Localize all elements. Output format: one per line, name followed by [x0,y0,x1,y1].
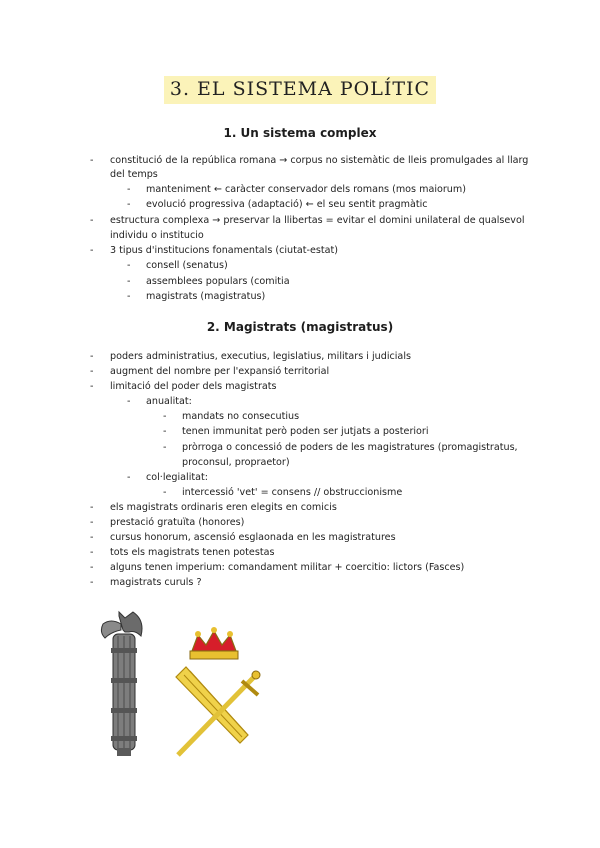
list-item: cursus honorum, ascensió esglaonada en les magistratures [110,532,396,543]
list-item: proconsul, propraetor) [182,457,290,468]
bullet-dash: - [90,562,94,573]
title-wrap [0,76,600,104]
list-item: del temps [110,169,158,180]
bullet-dash: - [127,396,131,407]
bullet-dash: - [127,291,131,302]
list-item: tenen immunitat però poden ser jutjats a posteriori [182,426,429,437]
list-item: 3 tipus d'institucions fonamentals (ciutat-estat) [110,245,339,256]
list-item: prestació gratuïta (honores) [110,517,245,528]
crown-icon [190,627,238,659]
bullet-dash: - [127,472,131,483]
page-title: 3. EL SISTEMA POLÍTIC [164,76,436,104]
list-item: els magistrats ordinaris eren elegits en comicis [110,502,337,513]
bullet-dash: - [163,426,167,437]
fasces-bundle-icon [176,667,248,743]
list-item: limitació del poder dels magistrats [110,381,277,392]
list-item: manteniment ← caràcter conservador dels romans (mos maiorum) [146,184,466,195]
list-item: augment del nombre per l'expansió territorial [110,366,330,377]
bullet-dash: - [90,366,94,377]
list-item: pròrroga o concessió de poders de les magistratures (promagistratus, [182,442,518,453]
list-item: tots els magistrats tenen potestas [110,547,275,558]
bullet-dash: - [127,184,131,195]
list-item: alguns tenen imperium: comandament militar + coercitio: lictors (Fasces) [110,562,465,573]
bullet-dash: - [90,577,94,588]
bullet-dash: - [127,276,131,287]
bullet-dash: - [90,245,94,256]
list-item: col·legialitat: [146,472,209,483]
bullet-dash: - [163,411,167,422]
list-item: consell (senatus) [146,260,228,271]
bullet-dash: - [163,442,167,453]
bullet-dash: - [90,532,94,543]
fasces-image [95,608,155,758]
list-item: magistrats curuls ? [110,577,202,588]
list-item: evolució progressiva (adaptació) ← el seu sentit pragmàtic [146,199,428,210]
section2-heading: 2. Magistrats (magistratus) [206,320,394,334]
bullet-dash: - [90,547,94,558]
bullet-dash: - [90,155,94,166]
section1-heading: 1. Un sistema complex [223,126,377,140]
bullet-dash: - [90,351,94,362]
bullet-dash: - [127,199,131,210]
bullet-dash: - [127,260,131,271]
list-item: intercessió 'vet' = consens // obstruccionisme [182,487,403,498]
list-item: individu o institucio [110,230,204,241]
bullet-dash: - [90,215,94,226]
bullet-dash: - [90,381,94,392]
list-item: constitució de la república romana → corpus no sistemàtic de lleis promulgades al llarg [110,155,529,166]
list-item: estructura complexa → preservar la llibertas = evitar el domini unilateral de qualsevol [110,215,525,226]
list-item: magistrats (magistratus) [146,291,266,302]
list-item: poders administratius, executius, legislatius, militars i judicials [110,351,411,362]
list-item: anualitat: [146,396,192,407]
guardia-civil-emblem [168,625,268,760]
list-item: assemblees populars (comitia [146,276,290,287]
bullet-dash: - [163,487,167,498]
bullet-dash: - [90,502,94,513]
list-item: mandats no consecutius [182,411,300,422]
bullet-dash: - [90,517,94,528]
